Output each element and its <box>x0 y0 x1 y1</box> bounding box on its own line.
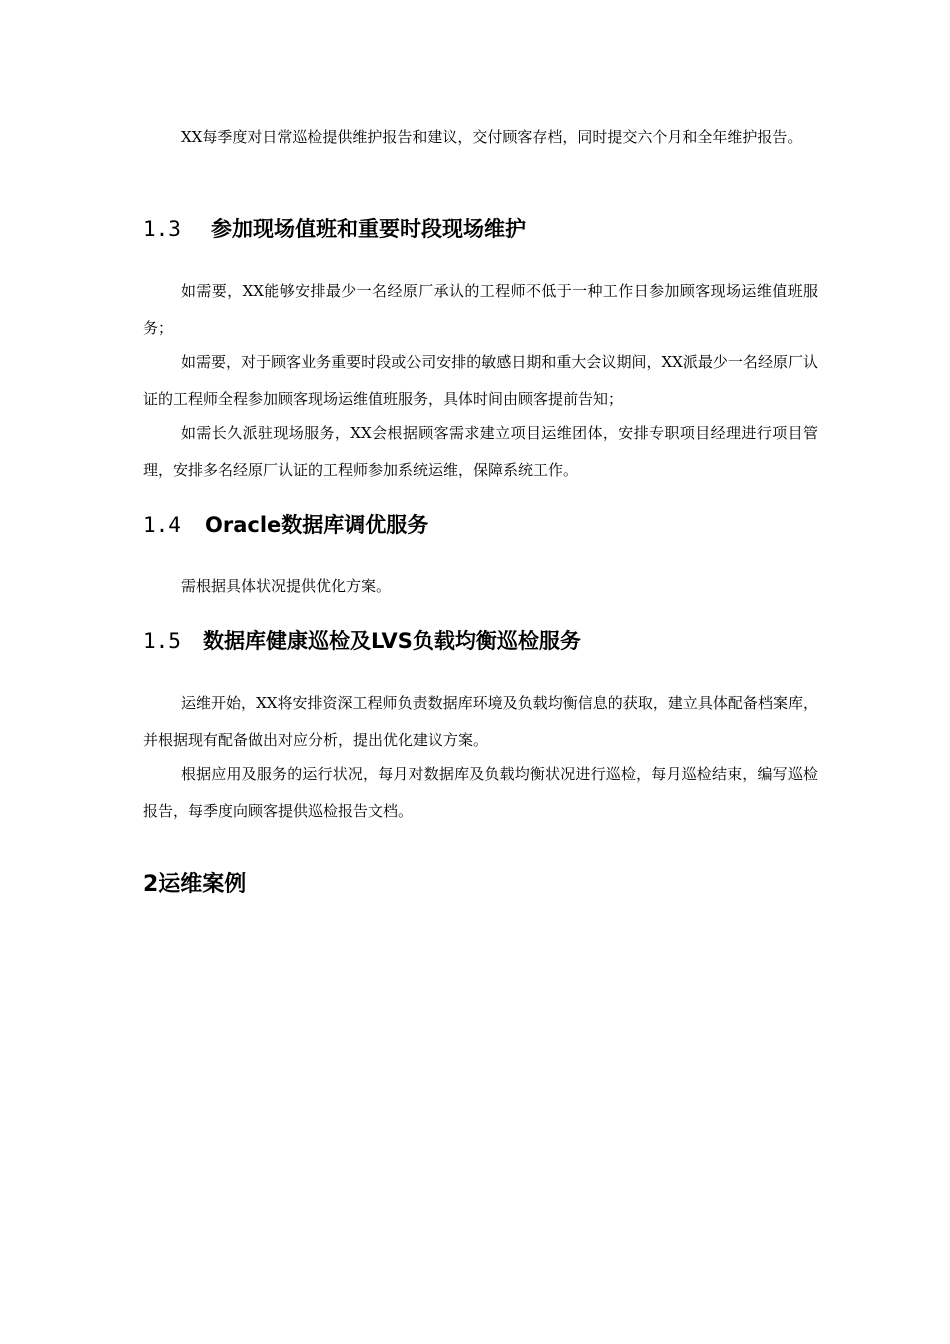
section-1-4-paragraph-1: 需根据具体状况提供优化方案。 <box>181 577 392 595</box>
section-1-3-paragraph-1: 如需要，XX能够安排最少一名经原厂承认的工程师不低于一种工作日参加顾客现场运维值班服务； <box>143 282 818 337</box>
chapter-heading: 2运维案例 <box>143 872 247 897</box>
section-1-3-paragraph-3: 如需长久派驻现场服务，XX会根据顾客需求建立项目运维团体，安排专职项目经理进行项目管理，安排多名经原厂认证的工程师参加系统运维，保障系统工作。 <box>143 424 818 479</box>
section-number: 1.3 <box>143 217 181 241</box>
section-title: 数据库健康巡检及LVS负载均衡巡检服务 <box>203 629 581 653</box>
section-number: 1.5 <box>143 629 181 653</box>
section-heading-1-3 <box>143 214 526 244</box>
section-1-5-paragraph-2: 根据应用及服务的运行状况，每月对数据库及负载均衡状况进行巡检，每月巡检结束，编写巡检报告，每季度向顾客提供巡检报告文档。 <box>143 765 818 820</box>
section-number: 1.4 <box>143 513 181 537</box>
section-1-5-paragraph-1: 运维开始，XX将安排资深工程师负责数据库环境及负载均衡信息的获取，建立具体配备档案库，并根据现有配备做出对应分析，提出优化建议方案。 <box>143 694 818 749</box>
intro-paragraph: XX每季度对日常巡检提供维护报告和建议，交付顾客存档，同时提交六个月和全年维护报告。 <box>181 128 803 146</box>
section-title: 参加现场值班和重要时段现场维护 <box>211 217 526 241</box>
section-title: Oracle数据库调优服务 <box>205 513 429 537</box>
section-heading-1-5 <box>143 626 581 656</box>
section-1-3-paragraph-2: 如需要，对于顾客业务重要时段或公司安排的敏感日期和重大会议期间，XX派最少一名经原厂认证的工程师全程参加顾客现场运维值班服务，具体时间由顾客提前告知； <box>143 353 818 408</box>
section-heading-1-4 <box>143 510 428 540</box>
